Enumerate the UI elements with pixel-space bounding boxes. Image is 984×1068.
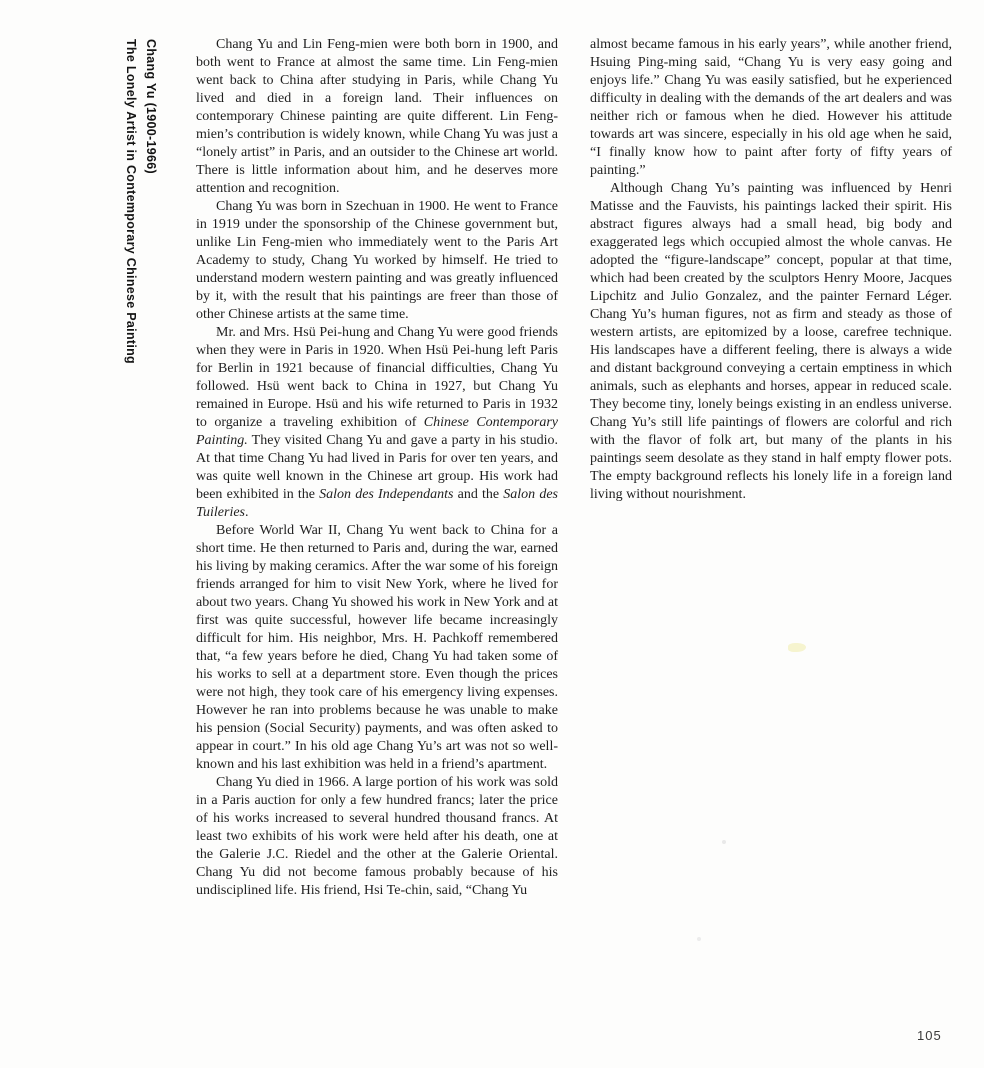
paragraph: [590, 36, 952, 180]
chapter-title-line1: Chang Yu (1900-1966): [144, 39, 158, 174]
text-segment: Mr. and Mrs. Hsü Pei-hung and Chang Yu were good friends when they were in Paris in 1920. When Hsü Pei-hung left Paris for Berlin in 1921 because of financial difficulties, Chang Yu followed. Hsü went back to China in 1927, but Chang Yu remained in Europe. Hsü and his wife returned to Paris in 1932 to organize a traveling exhibition of: [196, 325, 558, 430]
text-segment: Chang Yu was born in Szechuan in 1900. He went to France in 1919 under the sponsorship of the Chinese government but, unlike Lin Feng-mien who immediately went to the Paris Art Academy to study, Chang Yu worked by himself. He tried to understand modern western painting and was greatly influenced by it, with the result that his paintings are freer than those of other Chinese artists at the same time.: [196, 199, 558, 322]
text-segment: and the: [453, 487, 504, 502]
italic-text-segment: Chinese Contemporary Painting.: [196, 415, 558, 448]
text-column-right: [590, 36, 952, 504]
scan-artifact-speck: [722, 840, 726, 844]
chapter-title-line2: The Lonely Artist in Contemporary Chinese Painting: [124, 39, 138, 364]
text-segment: Chang Yu and Lin Feng-mien were both born in 1900, and both went to France at almost the same time. Lin Feng-mien went back to China after studying in Paris, while Chang Yu lived and died in a foreign land. Their influences on contemporary Chinese painting are quite different. Lin Feng-mien’s contribution is widely known, while Chang Yu was just a “lonely artist” in Paris, and an outsider to the Chinese art world. There is little information about him, and he deserves more attention and recognition.: [196, 37, 558, 196]
italic-text-segment: Salon des Tuileries: [196, 487, 558, 520]
text-segment: Before World War II, Chang Yu went back to China for a short time. He then returned to Paris and, during the war, earned his living by making ceramics. After the war some of his foreign friends arranged for him to visit New York, where he lived for about two years. Chang Yu showed his work in New York and at first was quite successful, however life became increasingly difficult for him. His neighbor, Mrs. H. Pachkoff remembered that, “a few years before he died, Chang Yu had taken some of his works to sell at a department store. Even though the prices were not high, they took care of his emergency living expenses. However he ran into problems because he was unable to make his pension (Social Security) payments, and was often asked to appear in court.” In his old age Chang Yu’s art was not so well-known and his last exhibition was held in a friend’s apartment.: [196, 523, 558, 772]
text-segment: .: [245, 505, 249, 520]
scan-artifact-speck: [788, 643, 806, 652]
paragraph: [196, 522, 558, 774]
text-segment: Chang Yu died in 1966. A large portion of his work was sold in a Paris auction for only a few hundred francs; later the price of his works increased to several hundred thousand francs. At least two exhibits of his work were held after his death, one at the Galerie J.C. Riedel and the other at the Galerie Oriental. Chang Yu did not become famous probably because of his undisciplined life. His friend, Hsi Te-chin, said, “Chang Yu: [196, 775, 558, 898]
paragraph: [196, 198, 558, 324]
paragraph: [196, 324, 558, 522]
text-segment: Although Chang Yu’s painting was influenced by Henri Matisse and the Fauvists, his paintings lacked their spirit. His abstract figures always had a small head, big body and exaggerated legs which occupied almost the whole canvas. He adopted the “figure-landscape” concept, popular at that time, which had been created by the sculptors Henry Moore, Jacques Lipchitz and Julio Gonzalez, and the painter Fernard Léger. Chang Yu’s human figures, not as firm and steady as those of western artists, are epitomized by a loose, carefree technique. His landscapes have a different feeling, there is always a wide and distant background conveying a certain emptiness in which animals, such as elephants and horses, appear in reduced scale. They become tiny, lonely beings existing in an endless universe. Chang Yu’s still life paintings of flowers are colorful and rich with the flavor of folk art, but many of the plants in his paintings seem desolate as they stand in half empty flower pots. The empty background reflects his lonely life in a foreign land living without nourishment.: [590, 181, 952, 502]
text-segment: almost became famous in his early years”, while another friend, Hsuing Ping-ming said, “Chang Yu is very easy going and enjoys life.” Chang Yu was easily satisfied, but he experienced difficulty in dealing with the demands of the art dealers and was neither rich or famous when he died. However his attitude towards art was sincere, especially in his old age when he said, “I finally know how to paint after forty of fifty years of painting.”: [590, 37, 952, 178]
text-segment: They visited Chang Yu and gave a party in his studio. At that time Chang Yu had lived in Paris for over ten years, and was quite well known in the Chinese art group. His work had been exhibited in the: [196, 433, 558, 502]
chapter-sidebar-title: [121, 39, 161, 364]
page-number: 105: [917, 1028, 942, 1043]
text-column-left: [196, 36, 558, 900]
paragraph: [196, 774, 558, 900]
italic-text-segment: Salon des Independants: [319, 487, 454, 502]
paragraph: [590, 180, 952, 504]
paragraph: [196, 36, 558, 198]
scan-artifact-speck: [697, 937, 701, 941]
